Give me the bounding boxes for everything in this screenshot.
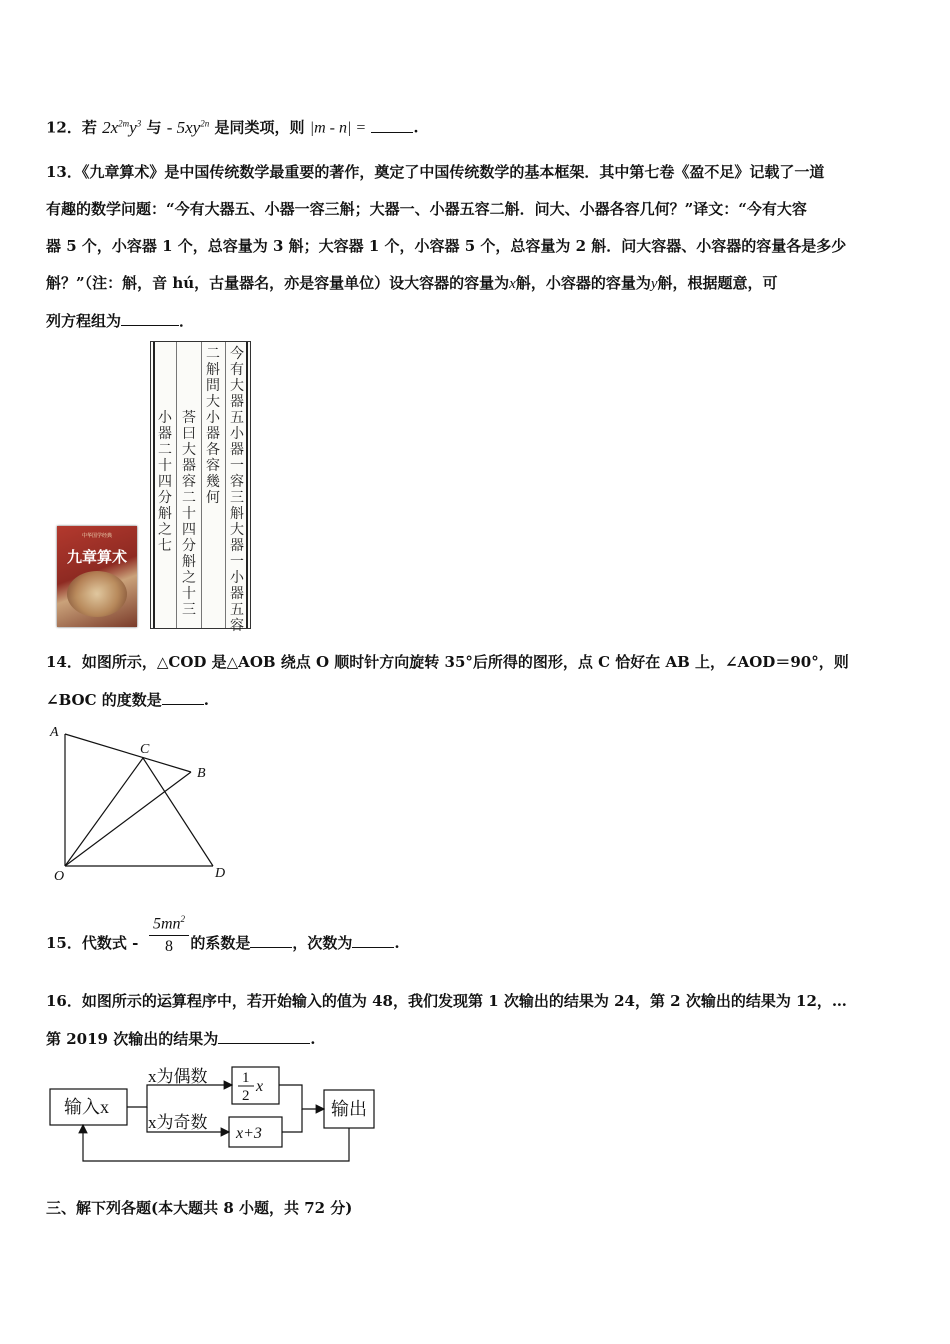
- q13-line2: 有趣的数学问题：“今有大器五、小器一容三斛；大器一、小器五容二斛．问大、小器各容几何？”译文：“今有大容: [46, 200, 807, 218]
- q14-line1: 14．如图所示，△COD 是△AOB 绕点 O 顺时针方向旋转 35°后所得的图形，点 C 恰好在 AB 上，∠AOD＝90°，则: [46, 653, 849, 671]
- q12-term2-exp: 2n: [200, 118, 210, 128]
- q15-blank-degree[interactable]: [352, 933, 394, 948]
- flow-chart: [44, 1060, 384, 1170]
- q15-mid2: ，次数为: [292, 934, 353, 952]
- q12-abs: |m - n| =: [309, 119, 367, 137]
- q12-number: 12．若: [46, 118, 97, 137]
- q13-line5: [46, 311, 194, 331]
- q14-answer-blank[interactable]: [162, 690, 204, 705]
- segment-OB: [65, 772, 191, 866]
- flow-even-label: x为偶数: [148, 1067, 208, 1086]
- q13-line4b: 斛，小容器的容量为: [515, 274, 651, 292]
- q12-term1-yexp: 3: [136, 118, 142, 128]
- q13-line4c: 斛，根据题意，可: [657, 274, 778, 292]
- scroll-col-1: 今有大器五小器一容三斛大器一小器五容: [230, 346, 244, 634]
- label-B: B: [197, 766, 206, 781]
- flow-half-den: 2: [242, 1088, 250, 1104]
- q13-line1: 13．《九章算术》是中国传统数学最重要的著作，奠定了中国传统数学的基本框架．其中第七卷《盈不足》记载了一道: [46, 163, 825, 181]
- q16-line1: 16．如图所示的运算程序中，若开始输入的值为 48，我们发现第 1 次输出的结果为 24，第 2 次输出的结果为 12，…: [46, 992, 847, 1010]
- q12-term2: - 5xy: [166, 117, 201, 137]
- scroll-col-4: 小器二十四分斛之七: [158, 410, 172, 554]
- scroll-col-3: 荅曰大器容二十四分斛之十三: [182, 410, 196, 618]
- q14-line2-text: ∠BOC 的度数是: [46, 691, 162, 709]
- flow-output-label: 输出: [331, 1099, 367, 1119]
- q16-line2: [46, 1029, 315, 1049]
- scroll-col-2: 二斛問大小器各容幾何: [206, 346, 220, 506]
- book-cover-image: [57, 526, 137, 627]
- q16-answer-blank[interactable]: [218, 1029, 310, 1044]
- q12-and: 与: [146, 118, 162, 137]
- book-title: 九章算术: [66, 548, 127, 566]
- flow-half-num: 1: [242, 1070, 250, 1086]
- segment-OC: [65, 758, 143, 866]
- q15-prefix: 15．代数式 -: [46, 934, 139, 952]
- q13-line3: 器 5 个，小容器 1 个，总容量为 3 斛；大容器 1 个，小容器 5 个，总容量为 2 斛．问大容器、小容器的容量各是多少: [46, 237, 847, 255]
- segment-AB: [65, 734, 191, 772]
- q13-line5-end: ．: [179, 312, 195, 330]
- q16-line2-text: 第 2019 次输出的结果为: [46, 1030, 219, 1048]
- flow-plus3-label: x+3: [236, 1125, 262, 1142]
- q15-denominator: 8: [165, 938, 173, 956]
- flow-input-label: 输入x: [64, 1097, 109, 1117]
- q13-line4a: 斛？”（注：斛，音 hú，古量器名，亦是容量单位）设大容器的容量为: [46, 274, 510, 292]
- book-small-label: 中华国学经典: [81, 533, 112, 539]
- flow-odd-label: x为奇数: [148, 1113, 208, 1132]
- q12-term1: 2x: [102, 117, 119, 137]
- flow-half-var: x: [256, 1078, 264, 1095]
- q12-line: [46, 113, 419, 139]
- q13-line4: [46, 273, 778, 294]
- q15-end: .: [394, 934, 400, 952]
- q13-var-y: y: [650, 276, 658, 292]
- q15-numerator: 5mn: [152, 915, 181, 933]
- label-C: C: [140, 742, 150, 757]
- q15-num-exp: 2: [180, 914, 186, 924]
- q12-tail: 是同类项，则: [214, 118, 305, 137]
- q12-term1-exp: 2m: [118, 118, 130, 128]
- label-D: D: [215, 866, 226, 881]
- q12-answer-blank[interactable]: [371, 118, 413, 133]
- book-ornament: [67, 571, 127, 617]
- q15-fraction: [147, 909, 191, 957]
- q16-line2-end: .: [310, 1030, 316, 1048]
- q14-line2-end: .: [203, 691, 209, 709]
- classical-text-scroll: [150, 341, 251, 634]
- q12-end: .: [413, 118, 419, 137]
- q15-mid: 的系数是: [190, 934, 251, 952]
- rotation-figure: [40, 720, 240, 890]
- q12-term1-y: y: [129, 117, 137, 137]
- q15-line: [46, 933, 400, 953]
- q14-line2: [46, 690, 209, 710]
- q15-blank-coefficient[interactable]: [250, 933, 292, 948]
- label-A: A: [50, 725, 59, 740]
- q13-var-x: x: [509, 276, 516, 292]
- section-3-heading: 三、解下列各题(本大题共 8 小题，共 72 分): [46, 1199, 353, 1217]
- q13-answer-blank[interactable]: [121, 311, 179, 326]
- q13-line5-text: 列方程组为: [46, 312, 122, 330]
- label-O: O: [54, 869, 65, 884]
